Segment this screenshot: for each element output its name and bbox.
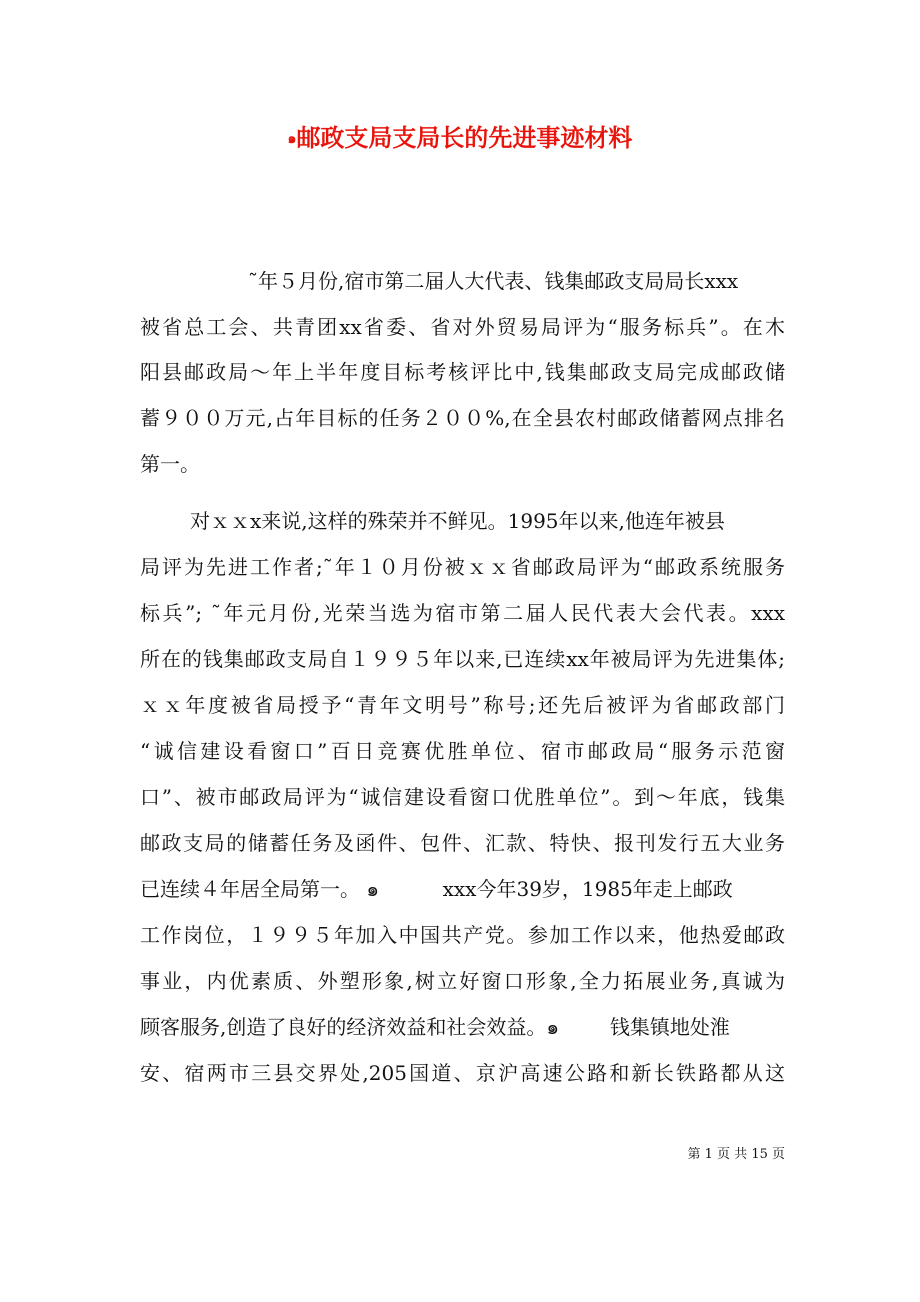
title-mark: ๑ (287, 131, 297, 147)
paragraph-line: ˜年５月份,宿市第二届人大代表、钱集邮政支局局长xxx (248, 269, 739, 293)
paragraph-line: ｘｘ年度被省局授予“青年文明号”称号;还先后被评为省邮政部门 (140, 693, 785, 717)
paragraph-line: 第一。 (140, 452, 200, 476)
paragraph-line: 已连续４年居全局第一。 ๑ xxx今年39岁，1985年走上邮政 (140, 877, 733, 901)
paragraph-line: 口”、被市邮政局评为“诚信建设看窗口优胜单位”。到～年底，钱集 (140, 785, 785, 809)
page-number: 第 1 页 共 15 页 (687, 1147, 785, 1162)
paragraph-line: 邮政支局的储蓄任务及函件、包件、汇款、特快、报刊发行五大业务 (140, 831, 785, 855)
paragraph-line: 工作岗位，１９９５年加入中国共产党。参加工作以来，他热爱邮政 (140, 923, 785, 947)
paragraph-line: “诚信建设看窗口”百日竞赛优胜单位、宿市邮政局“服务示范窗 (140, 739, 785, 763)
paragraph-line: 局评为先进工作者;˜年１０月份被ｘｘ省邮政局评为“邮政系统服务 (140, 555, 785, 579)
paragraph-line: 标兵”; ˜年元月份,光荣当选为宿市第二届人民代表大会代表。xxx (140, 601, 785, 625)
paragraph-line: 顾客服务,创造了良好的经济效益和社会效益。๑ 钱集镇地处淮 (140, 1015, 730, 1039)
paragraph-line: 阳县邮政局～年上半年度目标考核评比中,钱集邮政支局完成邮政储 (140, 360, 785, 384)
paragraph-line: 对ｘｘx来说,这样的殊荣并不鲜见。1995年以来,他连年被县 (190, 509, 725, 533)
paragraph-line: 被省总工会、共青团xx省委、省对外贸易局评为“服务标兵”。在木 (140, 315, 785, 339)
paragraph-line: 蓄９００万元,占年目标的任务２００%,在全县农村邮政储蓄网点排名 (140, 406, 785, 430)
paragraph-line: 所在的钱集邮政支局自１９９５年以来,已连续xx年被局评为先进集体; (140, 647, 785, 671)
paragraph-line: 安、宿两市三县交界处,205国道、京沪高速公路和新长铁路都从这 (140, 1061, 785, 1085)
title-text: 邮政支局支局长的先进事迹材料 (296, 124, 633, 152)
paragraph-line: 事业，内优素质、外塑形象,树立好窗口形象,全力拓展业务,真诚为 (140, 969, 785, 993)
page-title (0, 118, 920, 153)
